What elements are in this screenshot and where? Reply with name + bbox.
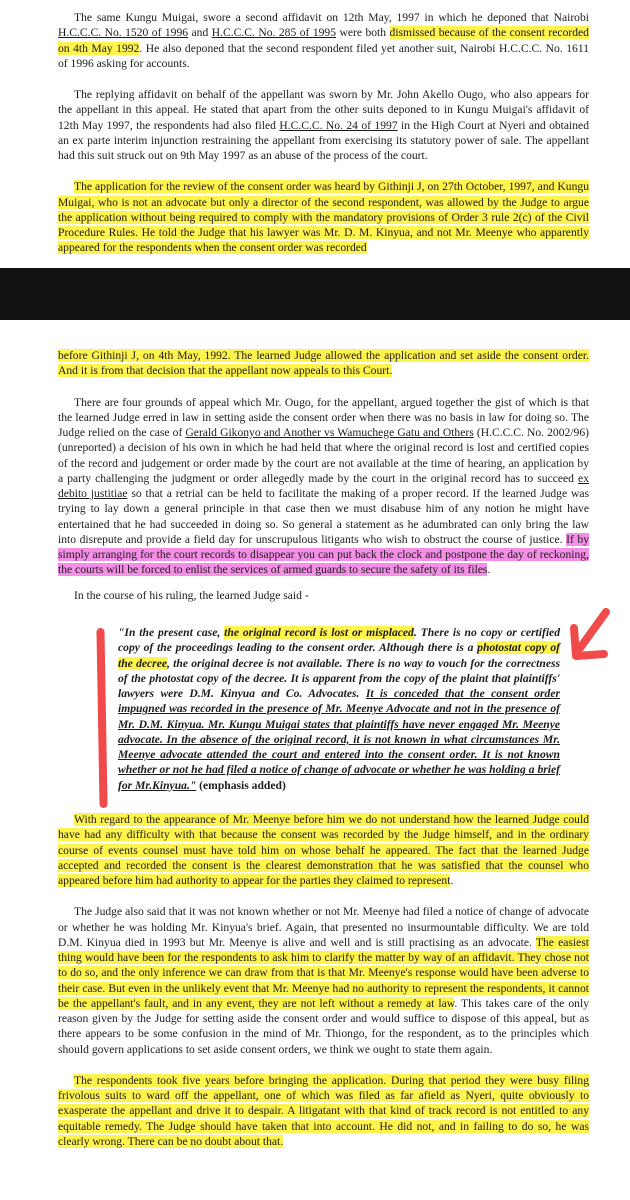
paragraph-five-years xyxy=(58,1073,589,1149)
highlight-pink-court-records: If by simply arranging for the court records to disappear you can put back the clock and postpone the day of reckoning, the courts will be forced to enlist the services of armed guards to secure the safety of its files xyxy=(58,532,589,577)
highlight-dismissed: dismissed because of the consent recorded on 4th May 1992 xyxy=(58,26,589,55)
highlight-appearance-meenye: With regard to the appearance of Mr. Meenye before him we do not understand how the learned Judge could have had any difficulty with that because the consent was recorded by the Judge himself, and in the ordinary course of events counsel must have told him on whose behalf he appeared. The fact that the learned Judge accepted and recorded the consent is the clearest demonstration that he was satisfied that the counsel who appeared before him had authority to appear for the parties they claimed to represent xyxy=(58,813,589,887)
page1-text xyxy=(58,10,589,256)
paragraph-notice-change: The Judge also said that it was not known whether or not Mr. Meenye had filed a notice of change of advocate or whether he was holding Mr. Kinyua's brief. Again, that presented no insurmountable difficulty. We are told D.M. Kinyua died in 1993 but Mr. Meenye is alive and well and is still practising as an advocate. The easiest thing would have been for the respondents to ask him to clarify the matter by way of an affidavit. They chose not to do so, and the only inference we can draw from that is that Mr. Meenye's response would have been adverse to their case. But even in the unlikely event that Mr. Meenye had no authority to represent the respondents, it cannot be the appellant's fault, and in any event, they are not left without a remedy at law. This takes care of the only reason given by the Judge for setting aside the consent order and would suffice to dispose of this appeal, but as there appears to be some confusion in the mind of Mr. Thiongo, for the respondent, as to the principles which should govern applications to set aside consent orders, we think we ought to state them again. xyxy=(58,905,590,1056)
paragraph-continuation xyxy=(58,348,589,379)
paragraph-second-affidavit: The same Kungu Muigai, swore a second affidavit on 12th May, 1997 in which he deponed that Nairobi H.C.C.C. No. 1520 of 1996 and H.C.C.C. No. 285 of 1995 were both dismissed because of the consent recorded on 4th May 1992. He also deponed that the second respondent filed yet another suit, Nairobi H.C.C.C. No. 1611 of 1996 asking for accounts. xyxy=(58,11,590,70)
page2-text-bottom xyxy=(58,812,589,1149)
highlight-five-years: The respondents took five years before bringing the application. During that period they were busy filing frivolous suits to ward off the appellant, one of which was filed as far afield as Nyeri, quite obviously to exasperate the appellant and drive it to despair. A litigatant with that kind of track record is not entitled to any equitable remedy. The Judge should have taken that into account. He did not, and in failing to do so, he was clearly wrong. There can be no doubt about that. xyxy=(58,1073,589,1148)
paragraph-ruling-intro: In the course of his ruling, the learned Judge said - xyxy=(74,588,309,602)
paragraph-review-application xyxy=(58,179,589,255)
page-separator xyxy=(0,268,630,320)
red-arrow-annotation-icon xyxy=(566,608,618,666)
emphasis-underlined: It is conceded that the consent order impugned was recorded in the presence of Mr. Meenye Advocate and not in the presence of Mr. D.M. Kinyua. Mr. Kungu Muigai states that plaintiffs have never engaged Mr. Meenye advocate. In the absence of the original record, it is not known in what circumstances Mr. Meenye advocate attended the court and entered into the consent order. It is not known whether or not he had filed a notice of change of advocate or whether he was holding a brief for Mr.Kinyua." xyxy=(118,687,560,792)
highlight-easiest-thing: The easiest thing would have been for the respondents to ask him to clarify the matter by way of an affidavit. They chose not to do so, and the only inference we can draw from that is that Mr. Meenye's response would have been adverse to their case. But even in the unlikely event that Mr. Meenye had no authority to represent the respondents, it cannot be the appellant's fault, and in any event, they are not left without a remedy at law xyxy=(58,935,590,1010)
document-page-2 xyxy=(0,320,630,1200)
page2-text-top xyxy=(58,348,589,603)
paragraph-grounds-of-appeal: There are four grounds of appeal which Mr. Ougo, for the appellant, argued together the gist of which is that the learned Judge erred in law in setting aside the consent order when there was no basis in law for doing so. The Judge relied on the case of Gerald Gikonyo and Another vs Wamuchege Gatu and Others (H.C.C.C. No. 2002/96) (unreported) a decision of his own in which he had held that where the original record is lost and certified copies of the record and judgement or order made by the court are not available at the time of hearing, an application by a party challenging the judgment or order allegedly made by the court in the original record has to succeed ex debito justitiae so that a retrial can be held to facilitate the making of a proper record. If the learned Judge was trying to lay down a general principle in that case then we must disabuse him of any notion he might have entertained that he had succeeded in doing so. So general a statement as he adumbrated can only bring the law into disrepute and provide a field day for unscrupulous litigants who wish to obstruct the course of justice. If by simply arranging for the court records to disappear you can put back the clock and postpone the day of reckoning, the courts will be forced to enlist the services of armed guards to secure the safety of its files. xyxy=(58,395,589,577)
paragraph-appearance-meenye: With regard to the appearance of Mr. Meenye before him we do not understand how the learned Judge could have had any difficulty with that because the consent was recorded by the Judge himself, and in the ordinary course of events counsel must have told him on whose behalf he appeared. The fact that the learned Judge accepted and recorded the consent is the clearest demonstration that he was satisfied that the counsel who appeared before him had authority to appear for the parties they claimed to represent. xyxy=(58,813,589,887)
document-page-1 xyxy=(0,0,630,268)
paragraph-replying-affidavit: The replying affidavit on behalf of the appellant was sworn by Mr. John Akello Ougo, who also appears for the appellant in this appeal. He stated that apart from the other suits deponed to in Kungu Muigai's affidavit of 12th May 1997, the respondents had also filed H.C.C.C. No. 24 of 1997 in the High Court at Nyeri and obtained an ex parte interim injunction restraining the appellant from exercising its statutory power of sale. The appellant had this suit struck out on 9th May 1997 as an abuse of the process of the court. xyxy=(58,88,589,162)
highlight-photostat-copy: photostat copy of the decree xyxy=(118,641,560,670)
highlight-record-lost: the original record is lost or misplaced xyxy=(224,626,414,639)
block-quote-ruling: "In the present case, the original record is lost or misplaced. There is no copy or certified copy of the proceedings leading to the consent order. Although there is a photostat copy of the decree, the original decree is not available. There is no way to vouch for the correctness of the photostat copy of the decree. It is apparent from the copy of the plaint that plaintiffs' lawyers were D.M. Kinyua and Co. Advocates. It is conceded that the consent order impugned was recorded in the presence of Mr. Meenye Advocate and not in the presence of Mr. D.M. Kinyua. Mr. Kungu Muigai states that plaintiffs have never engaged Mr. Meenye advocate. In the absence of the original record, it is not known in what circumstances Mr. Meenye advocate attended the court and entered into the consent order. It is not known whether or not he had filed a notice of change of advocate or whether he was holding a brief for Mr.Kinyua." (emphasis added) xyxy=(118,626,561,792)
highlight-continuation: before Githinji J, on 4th May, 1992. The learned Judge allowed the application and set aside the consent order. And it is from that decision that the appellant now appeals to this Court. xyxy=(58,349,589,378)
highlight-review-application: The application for the review of the consent order was heard by Githinji J, on 27th October, 1997, and Kungu Muigai, who is not an advocate but only a director of the second respondent, was allowed by the Judge to argue the application without being required to comply with the mandatory provisions of Order 3 rule 2(c) of the Civil Procedure Rules. He told the Judge that his lawyer was Mr. D. M. Kinyua, and not Mr. Meenye who apparently appeared for the respondents when the consent order was recorded xyxy=(58,180,589,255)
